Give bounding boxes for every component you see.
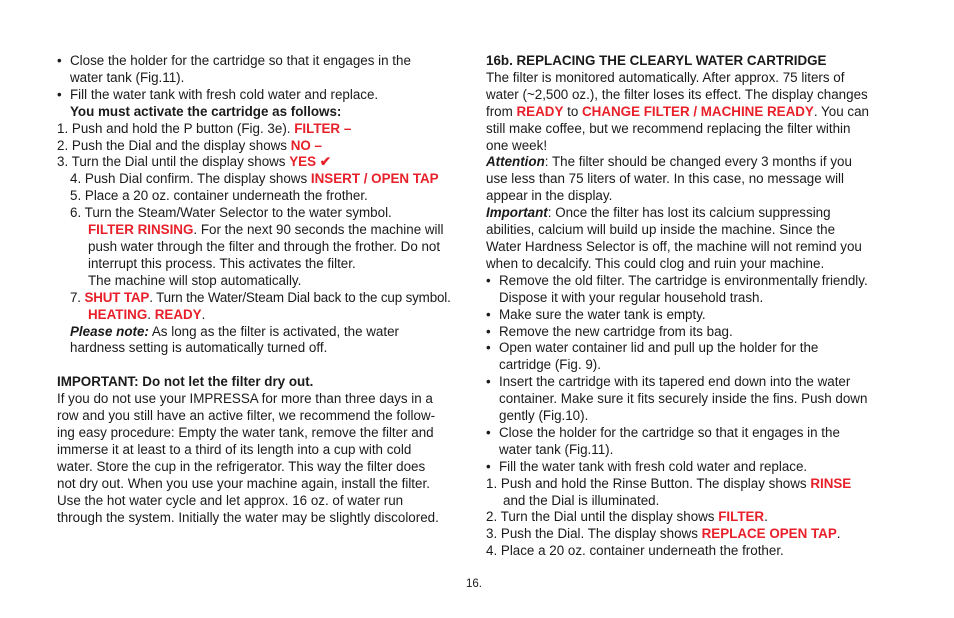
step-5: 5. Place a 20 oz. container underneath the frother. xyxy=(70,188,368,204)
paragraph-line: ing easy procedure: Empty the water tank, remove the filter and xyxy=(57,425,434,441)
step-7: 7. SHUT TAP. Turn the Water/Steam Dial back to the cup symbol. xyxy=(70,289,451,305)
important-note: Important: Once the filter has lost its calcium suppressing xyxy=(486,205,831,221)
section-heading: 16b. REPLACING THE CLEARYL WATER CARTRIDGE xyxy=(486,53,827,68)
activation-heading: You must activate the cartridge as follows: xyxy=(70,103,342,119)
bullet: • xyxy=(486,323,491,339)
step-2: 2. Push the Dial and the display shows NO – xyxy=(57,137,322,153)
paragraph-line: Use the hot water cycle and let approx. 16 oz. of water run xyxy=(57,492,404,508)
attention-note: Attention: The filter should be changed every 3 months if you xyxy=(486,154,852,170)
list-item: • Open water container lid and pull up the holder for the xyxy=(486,340,819,356)
step-3: 3. Push the Dial. The display shows REPLACE OPEN TAP. xyxy=(486,526,841,542)
step-1: 1. Push and hold the P button (Fig. 3e). FILTER – xyxy=(57,120,352,136)
bullet: • xyxy=(486,306,491,322)
bullet: • xyxy=(486,272,491,288)
list-item: • Remove the old filter. The cartridge is environmentally friendly. xyxy=(486,272,868,288)
list-item: • Remove the new cartridge from its bag. xyxy=(486,323,733,339)
bullet: • xyxy=(486,374,491,390)
list-item: • Fill the water tank with fresh cold water and replace. xyxy=(57,86,379,102)
right-column: 16b. REPLACING THE CLEARYL WATER CARTRIDGE The filter is monitored automatically. After approx. 75 liters of water (~2,500 oz.), the filter loses its effect. The display changes from READY to CHANGE FILTER / MACHINE READY. You can still make coffee, but we recommend replacing the filter within one week! Attention: The filter should be changed every 3 months if you use less than 75 liters of water. In this case, no message will appear in the display. Important: Once the filter has lost its calcium suppressing abilities, calcium will build up inside the machine. Since the Water Hardness Selector is off, the machine will not remind you when to decalcify. This could clog and ruin your machine. • Remove the old filter. The cartridge is environmentally friendly. Dispose it with your regular household trash. • Make sure the water tank is empty. • Remove the new cartridge from its bag. • Open water container lid and pull up the holder for the cartridge (Fig. 9). • Insert the cartridge with its tapered end down into the water container. Make sure it fits securely inside the fins. Push down gently (Fig.10). • Close the holder for the cartridge so that it engages in the water tank (Fig.11). • Fill the water tank with fresh cold water and replace. 1. Push and hold the Rinse Button. The display shows RINSE and the Dial is illuminated. 2. Turn the Dial until the display shows FILTER. 3. Push the Dial. The display shows REPLACE OPEN TAP. 4. Place a 20 oz. container underneath the frother. xyxy=(486,53,896,560)
list-item: • Close the holder for the cartridge so that it engages in the xyxy=(486,424,840,440)
step-1: 1. Push and hold the Rinse Button. The display shows RINSE xyxy=(486,475,852,491)
step-2: 2. Turn the Dial until the display shows FILTER. xyxy=(486,509,768,525)
paragraph-line: water. Store the cup in the refrigerator. This way the filter does xyxy=(57,458,426,474)
page-number: 16. xyxy=(466,578,482,590)
bullet: • xyxy=(57,53,62,68)
bullet: • xyxy=(57,86,62,102)
bullet: • xyxy=(486,458,491,474)
step-6: 6. Turn the Steam/Water Selector to the water symbol. xyxy=(70,205,392,221)
paragraph-line: row and you still have an active filter, we recommend the follow- xyxy=(57,408,436,424)
bullet: • xyxy=(486,424,491,440)
list-item: • Fill the water tank with fresh cold water and replace. xyxy=(486,458,808,474)
list-item: • Close the holder for the cartridge so that it engages in the xyxy=(57,53,411,68)
step-4: 4. Push Dial confirm. The display shows INSERT / OPEN TAP xyxy=(70,171,439,187)
left-column: • Close the holder for the cartridge so that it engages in the water tank (Fig.11). • Fill the water tank with fresh cold water and replace. You must activate the cartridge as follows: 1. Push and hold the P button (Fig. 3e). FILTER – 2. Push the Dial and the display shows NO – 3. Turn the Dial until the display shows YES ✔ 4. Push Dial confirm. The display shows INSERT / OPEN TAP 5. Place a 20 oz. container underneath the frother. 6. Turn the Steam/Water Selector to the water symbol. FILTER RINSING. For the next 90 seconds the machine will push water through the filter and through the frother. Do not interrupt this process. This activates the filter. The machine will stop automatically. 7. SHUT TAP. Turn the Water/Steam Dial back to the cup symbol. HEATING. READY. Please note: As long as the filter is activated, the water hardness setting is automatically turned off. IMPORTANT: Do not let the filter dry out. If you do not use your IMPRESSA for more than three days in a row and you still have an active filter, we recommend the follow- ing easy procedure: Empty the water tank, remove the filter and immerse it at least to a third of its length into a cup with cold water. Store the cup in the refrigerator. This way the filter does not dry out. When you use your machine again, install the filter. Use the hot water cycle and let approx. 16 oz. of water run through the system. Initially the water may be slightly discolored. xyxy=(57,53,469,526)
list-item: • Insert the cartridge with its tapered end down into the water xyxy=(486,374,851,390)
important-heading: IMPORTANT: Do not let the filter dry out. xyxy=(57,374,314,390)
paragraph-line: immerse it at least to a third of its length into a cup with cold xyxy=(57,441,412,457)
please-note: Please note: As long as the filter is activated, the water xyxy=(70,323,399,339)
step-4: 4. Place a 20 oz. container underneath the frother. xyxy=(486,543,784,559)
paragraph-line: If you do not use your IMPRESSA for more than three days in a xyxy=(57,391,433,407)
paragraph-line: through the system. Initially the water may be slightly discolored. xyxy=(57,509,439,525)
paragraph-line: not dry out. When you use your machine again, install the filter. xyxy=(57,475,430,491)
step-3: 3. Turn the Dial until the display shows YES ✔ xyxy=(57,154,331,170)
list-item: • Make sure the water tank is empty. xyxy=(486,306,706,322)
bullet: • xyxy=(486,340,491,356)
